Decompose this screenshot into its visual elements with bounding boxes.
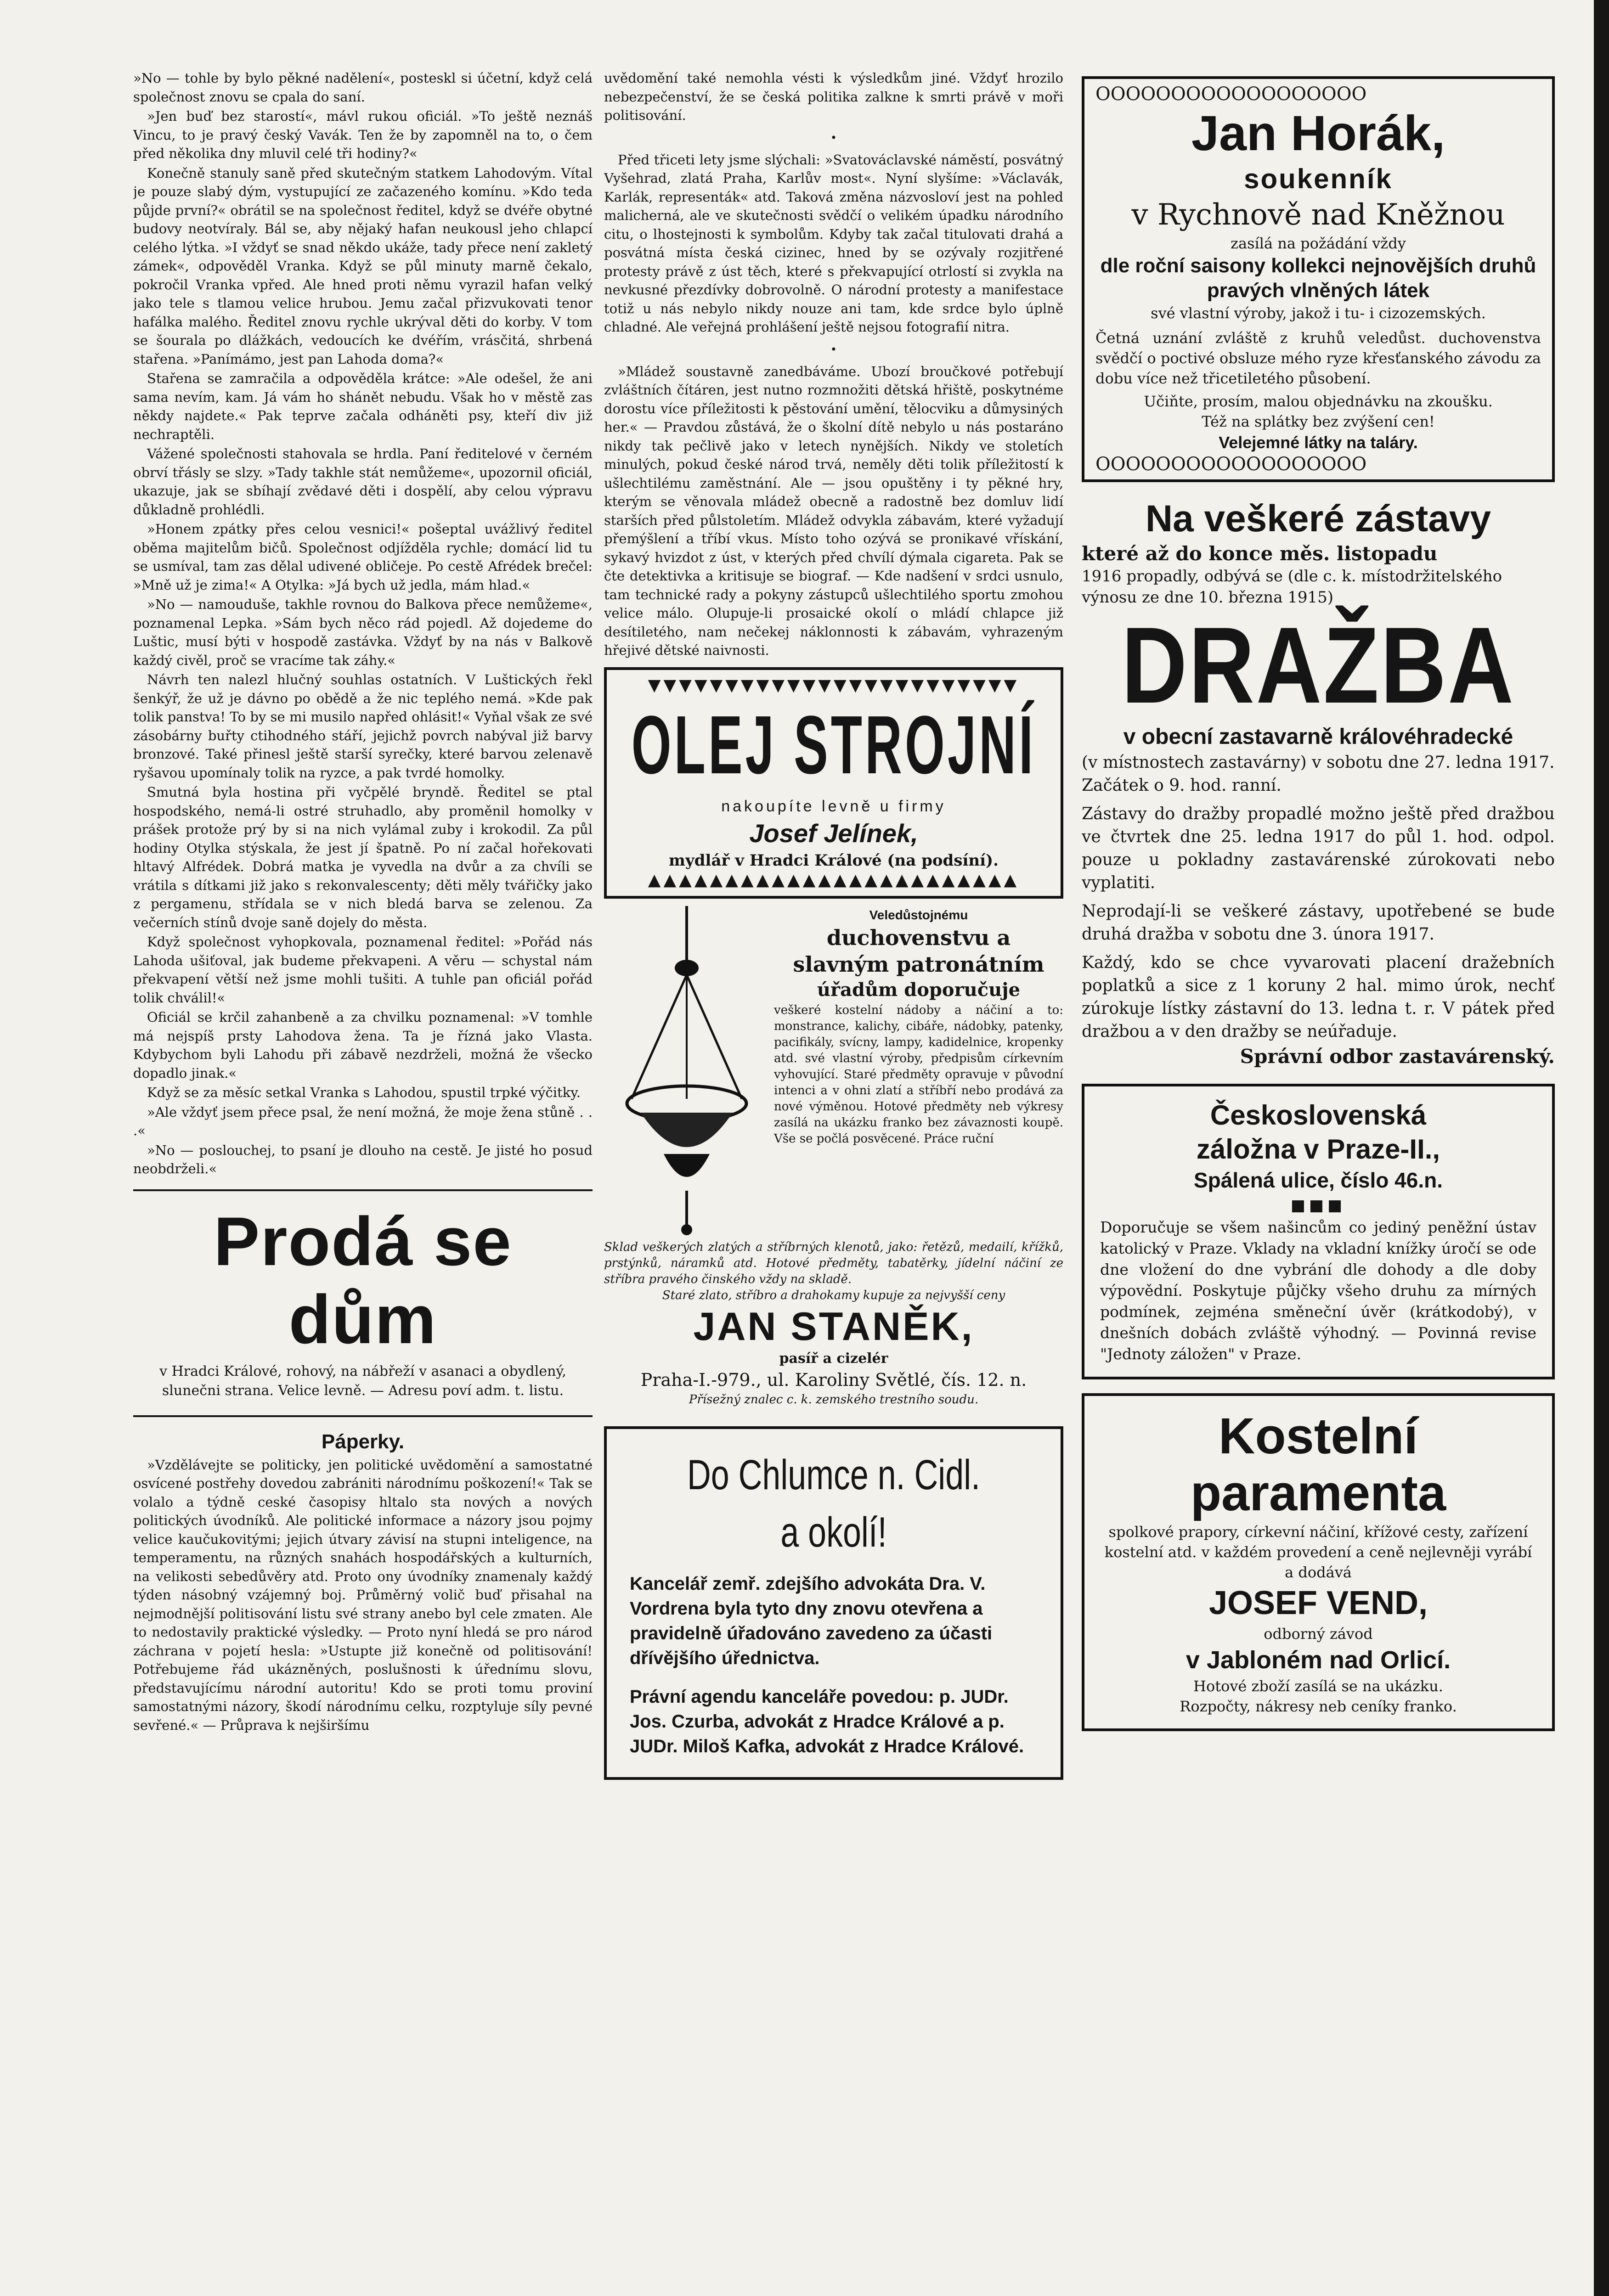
ad-horak-line3: své vlastní výroby, jakož i tu- i cizozemských.	[1151, 304, 1486, 322]
ad-horak-name: Jan Horák,	[1191, 105, 1445, 161]
story-paragraph: Stařena se zamračila a odpověděla krátce: »Ale odešel, že ani sama nevím, kam. Já vám ho shánět nebudu. Však ho v městě zas někdy najdete.« Pak teprve začala odháněti psy, kteří div již nechraptěli.	[133, 371, 593, 442]
story-paragraph: Když společnost vyhopkovala, poznamenal ředitel: »Pořád nás Lahoda ušiťoval, jak budeme překvapeni. A věru — schystal nám překvapení větší než jsme mohli tušiti. A tuhle pan oficiál pořád tolik chválil!«	[133, 934, 593, 1006]
divider	[133, 1189, 593, 1191]
story-paragraph: Návrh ten nalezl hlučný souhlas ostatních. V Luštických řekl šenkýř, že už je dávno po obědě a že nic teplého nemá. »Kde pak tolik panstva! To by se mi musilo napřed ohlásit!« Vyňal však ze své zásobárny buřty ctihodného stáří, jejichž povrch nabýval již barvy bronzové. Také přinesl ještě starší syrečky, které barvou zelenavě ryšavou upomínaly tolik na ryzce, a pak tvrdé homolky.	[133, 672, 593, 781]
paperky-section	[133, 1428, 593, 1735]
ad-drazba-line3: v obecní zastavarně královéhradecké	[1123, 725, 1513, 749]
ad-vend-name: JOSEF VEND,	[1208, 1585, 1428, 1621]
ad-horak-line2: dle roční saisony kollekci nejnovějších druhů pravých vlněných látek	[1100, 254, 1536, 302]
ad-drazba-line7: Každý, kdo se chce vyvarovati placení dražebních poplatků a sice z 1 koruny 2 hal. mimo úrok, nechť zúrokuje lístky zástavní do 13. ledna t. r. V pátek před dražbou a v den dražby se neúřaduje.	[1082, 953, 1555, 1041]
ad-chlumec-body2: Právní agendu kanceláře povedou: p. JUDr. Jos. Czurba, advokát z Hradce Králové a p. JUDr. Miloš Kafka, advokát z Hradce Králové.	[630, 1686, 1024, 1756]
ad-stanek-trade: pasíř a cizelér	[779, 1350, 888, 1367]
middle-paragraph-youth: »Mládež soustavně zanedbáváme. Ubozí broučkové potřebují zvláštních čítáren, jest nutno rozmnožiti dětská hřiště, poskytnéme dorostu více příležitosti k pěstování umění, tělocviku a důmysiných her.« — Pravdou zůstává, že o školní dítě nebylo u nás postaráno nikdy tak pečlivě jako v letech nynějších. Nikdy ve stoletích minulých, pokud české národ trvá, neměly děti tolik příležitostí k ušlechtilému zaměstnání. Ale — jsou opuštěny i ty pěkné hry, kterým se věnovala mládež obecně a radostně bez domluv lidí starších před půlstoletím. Mládež odvykla zábavám, které vyžadují přemýšlení a tříbí vkus. Místo toho ozývá se pronikavé vřískání, sykavý hvizdot z úst, v kterých před chvílí dýmala cigareta. Pak se čte detektivka a kritisuje se biograf. — Kde nadšení v srdci usnulo, tam technické rady a pokyny zástupců ušlechtilého sportu zmohou velice málo. Olupuje-li prosaické okolí o mládí chlapce již desítiletého, nam nečekej náklonnosti k zábavám, vyhrazeným hřejivé dětské naivnosti.	[604, 363, 1063, 658]
ad-horak-line6: Též na splátky bez zvýšení cen!	[1202, 413, 1435, 430]
ad-house-sale	[133, 1202, 593, 1404]
ad-drazba-signature: Správní odbor zastavárenský.	[1240, 1045, 1555, 1068]
column-middle	[604, 69, 1063, 1787]
ad-house-body: v Hradci Králové, rohový, na nábřeží v asanaci a obydlený, slunečni strana. Velice levně. — Adresu poví adm. t. listu.	[159, 1363, 566, 1399]
ad-drazba-headline: Na veškeré zástavy	[1145, 498, 1491, 540]
ad-drazba-line2: 1916 propadly, odbývá se (dle c. k. místodržitelského výnosu ze dne 10. března 1915)	[1082, 567, 1502, 607]
story-paragraph: »Jen buď bez starostí«, mávl rukou oficiál. »To ještě neznáš Vincu, to je pravý český Vavák. Ten že by zapomněl na to, o čem před několika dny mluvil celé tři hodiny?«	[133, 108, 593, 161]
story-text	[133, 69, 593, 1178]
story-paragraph: Když se za měsíc setkal Vranka s Lahodou, spustil trpké výčitky.	[147, 1085, 581, 1100]
story-paragraph: Vážené společnosti stahovala se hrdla. Paní ředitelové v černém obrví třásly se slzy. »Tady takhle stát nemůžeme«, upozornil oficiál, ukazuje, jak se sbíhají zvědavé děti i dospělí, aby celou výpravu důkladně prohlédli.	[133, 446, 593, 518]
ad-chlumec-body: Kancelář zemř. zdejšího advokáta Dra. V. Vordrena byla tyto dny znovu otevřena a pravidelně úřadováno zavedeno za účasti dřívějšího úřednictva.	[630, 1573, 993, 1668]
ad-stanek-body: veškeré kostelní nádoby a náčiní a to: monstrance, kalichy, cibáře, nádobky, patenky, pacifikály, svícny, lampy, kadidelnice, kropenky atd. své vlastní výroby, předpisům církevním vyhovující. Staré předměty opravuje v původní intenci a v ohni zlatí a stříbří nebo prodává za nové výměnou. Hotové předměty neb výkresy zasílá na ukázku franko bez závaznosti koupě. Vše se počlá posvěcené. Práce ruční	[774, 1003, 1063, 1146]
ad-horak-border-top: OOOOOOOOOOOOOOOOOO	[1095, 84, 1367, 105]
ad-stanek-body2: Sklad veškerých zlatých a stříbrných klenotů, jako: řetězů, medailí, křížků, prstýnků, náramků atd. Hotové předměty, tabatěrky, jídelní náčiní ze stříbra pravého činského vždy na skladě.	[604, 1240, 1063, 1286]
ad-chlumec-headline2: a okolí!	[780, 1508, 887, 1556]
paperky-body: »Vzdělávejte se politicky, jen politické uvědomění a samostatné osvícené postřehy dovedou zabrániti národnímu poškození!« Tak se volalo a týdně ceské časopisy hltalo sta nových a nových politických úvodníků. Ale politické informace a názory jsou pojmy velice kaučukovitými; jejich útvary závisí na stupni inteligence, na temperamentu, na různých snahách hospodářských a kulturních, na velikosti sebedůvěry atd. Proto ony úvodníky znamenaly každý týden násobný vzájemný boj. Průměrný volič buď přisahal na nejmodnější politisování listu své strany anebo byl cele zmaten. Ale to nedostavily praktické výsledky. — Proto nyní hledá se pro národ záchrana v pojetí hesla: »Ustupte již konečně od politisování! Potřebujeme řád ukázněných, poslušnosti k úřednímu slovu, představujícímu národní autoritu! Kdo se proti tomu proviní samostatnými názory, škodí národnímu celku, rozptyluje síly pevné sevřené.« — Průprava k nejširšímu	[133, 1457, 593, 1733]
ad-stanek-line4: úřadům doporučuje	[817, 979, 1021, 1001]
story-paragraph: Oficiál se krčil zahanbeně a za chvilku poznamenal: »V tomhle má nejspíš prsty Lahodova žena. Ta je řízná jako Vlasta. Kdybychom byli Lahodu při zábavě nezdrželi, možná že všecko dopadlo jinak.«	[133, 1009, 593, 1081]
ad-drazba-big: DRAŽBA	[1121, 605, 1515, 726]
column-right	[1082, 69, 1555, 1739]
ad-chlumec	[604, 1426, 1063, 1780]
ad-horak-border-bottom: OOOOOOOOOOOOOOOOOO	[1095, 454, 1367, 475]
ad-horak-line7: Velejemné látky na taláry.	[1219, 433, 1418, 452]
ad-olej-line2: mydlář v Hradci Králové (na podsíní).	[669, 851, 999, 870]
ad-vend-city: v Jabloném nad Orlicí.	[1186, 1646, 1451, 1674]
ad-stanek-note: Přísežný znalec c. k. zemského trestního soudu.	[689, 1392, 979, 1407]
ad-drazba	[1082, 496, 1555, 1070]
ad-zalozna-mark: ■■■	[1290, 1196, 1346, 1215]
story-paragraph: »No — poslouchej, to psaní je dlouho na cestě. Je jisté ho posud neobdrželi.«	[133, 1142, 593, 1176]
story-paragraph: Konečně stanuly saně před skutečným statkem Lahodovým. Vítal je pouze slabý dým, vystupující ze začazeného komínu. »Kdo teda půjde první?« obrátil se na společnost ředitel, když se dvéře obytné budovy neotvíraly. Bál se, aby nějaký hafan neukousl jeho chlapcí celého lýtka. »I vždyť se snad někdo ukáže, tady přece není zakletý zámek«, odpověděl Vranka. Když se půl minuty marně čekalo, pokročil Vranka vpřed. Ale hned proti němu vyrazil hafan velký jako tele s tlamou velice hrubou. Jemu začal přizvukovati tenor hafálka malého. Ředitel znovu rychle ukrýval děti do korby. V tom se šourala po dlážkách, vedoucích ke dvéřím, vrásčitá, shrbená stařena. »Panímámo, jest pan Lahoda doma?«	[133, 165, 593, 367]
ad-stanek	[604, 906, 1063, 1408]
middle-paragraph-names: Před třiceti lety jsme slýchali: »Svatováclavské náměstí, posvátný Vyšehrad, zlatá Praha, Karlův most«. Nyní slyšíme: »Václavák, Karlák, representák« atd. Taková změna názvosloví jest na pohled malicherná, ale ve skutečnosti svědčí o velikém úpadku národního citu, o lhostejnosti k symbolům. Kdyby tak začal titulovati drahá a posvátná místa česká cizinec, hned by se ozývaly rozjitřené protesty právě z úst těch, které s překvapující otrlostí si zvykla na nevkusné přezdívky dobrovolně. O národní protesty a manifestace totiž u nás nebylo nikdy nouze ani tam, kde srdce bylo úplně chladné. Ale veřejná prohlášení ještě nejsou fotografií nitra.	[604, 152, 1063, 335]
ad-drazba-line1: které až do konce měs. listopadu	[1082, 542, 1438, 565]
ad-horak-line5: Učiňte, prosím, malou objednávku na zkoušku.	[1144, 393, 1493, 410]
divider	[133, 1415, 593, 1417]
ad-olej	[604, 667, 1063, 899]
ad-zalozna	[1082, 1084, 1555, 1379]
ad-vend-h1: Kostelní	[1219, 1408, 1418, 1464]
story-paragraph: »Ale vždyť jsem přece psal, že není možná, že moje žena stůně . . .«	[133, 1104, 593, 1138]
ad-drazba-line4: (v místnostech zastavárny) v sobotu dne 27. ledna 1917. Začátek o 9. hod. ranní.	[1082, 753, 1555, 795]
ad-stanek-name: JAN STANĚK,	[693, 1304, 974, 1349]
ad-olej-headline: OLEJ STROJNÍ	[631, 698, 1036, 791]
middle-intro: uvědomění také nemohla vésti k výsledkům jiné. Vždyť hrozilo nebezpečenství, že se česká politika zalkne k smrti právě v moři politisování.	[604, 70, 1063, 123]
ad-vend-line2: odborný závod	[1264, 1625, 1373, 1643]
ad-olej-triangles-top: ▼▼▼▼▼▼▼▼▼▼▼▼▼▼▼▼▼▼▼▼▼▼▼▼	[648, 675, 1020, 695]
ad-horak-line4: Četná uznání zvláště z kruhů veledůst. duchovenstva svědčí o poctivé obsluze mého ryze křesťanského závodu za dobu více než třicetiletého působení.	[1095, 329, 1541, 387]
ad-stanek-body3: Staré zlato, stříbro a drahokamy kupuje za nejvyšší ceny	[662, 1288, 1005, 1302]
story-paragraph: Smutná byla hostina při vyčpělé bryndě. Ředitel se ptal hospodského, nemá-li ostré struhadlo, aby proměnil homolky v prášek protože prý by si na nich vylámal zuby i krokodil. Za půl hodiny Otylka stýskala, že jest jí špatně. Po ní začal hořekovati hltavý Alfrédek. Dobrá matka je vyvedla na dvůr a za chvíli se vrátila s dítkami již jako s rekonvalescenty; děti měly tvářičky jako z pergamenu, střídala se v nich bledá barva se zelenou. Za večerních stínů dvoje saně dojely do města.	[133, 784, 593, 930]
ad-horak-trade: soukenník	[1244, 163, 1393, 194]
ad-stanek-line3: slavným patronátním	[793, 951, 1044, 977]
ad-stanek-line2: duchovenstvu a	[826, 925, 1011, 950]
ad-drazba-line6: Neprodají-li se veškeré zástavy, upotřebené se bude druhá dražba v sobotu dne 3. února 1917.	[1082, 902, 1555, 944]
ad-olej-name: Josef Jelínek,	[749, 818, 918, 848]
ad-stanek-address: Praha-I.-979., ul. Karoliny Světlé, čís. 12. n.	[640, 1369, 1027, 1390]
ad-olej-line1: nakoupíte levně u firmy	[721, 797, 946, 815]
ad-chlumec-headline1: Do Chlumce n. Cidl.	[687, 1451, 981, 1498]
ad-vend-h2: paramenta	[1190, 1465, 1446, 1521]
ad-olej-triangles-bottom: ▲▲▲▲▲▲▲▲▲▲▲▲▲▲▲▲▲▲▲▲▲▲▲▲	[648, 870, 1020, 889]
ad-vend	[1082, 1393, 1555, 1731]
story-paragraph: »No — namouduše, takhle rovnou do Balkova přece nemůžeme«, poznamenal Lepka. »Sám bych něco rád pojedl. Až dojedeme do Luštic, musí býti v hospodě zastávka. Vždyť by na nás v Balkově každý civěl, proč se vracíme tak záhy.«	[133, 597, 593, 668]
paperky-title: Páperky.	[321, 1430, 405, 1453]
ad-horak	[1082, 76, 1555, 482]
ad-horak-line1: zasílá na požádání vždy	[1231, 235, 1406, 252]
ad-vend-line3: Hotové zboží zasílá se na ukázku.	[1193, 1677, 1443, 1695]
section-separator: •	[830, 343, 837, 356]
section-separator: •	[830, 131, 837, 144]
ad-horak-city: v Rychnově nad Kněžnou	[1131, 198, 1505, 232]
ad-zalozna-body: Doporučuje se všem našincům co jediný peněžní ústav katolický v Praze. Vklady na vkladní knížky úročí se ode dne vložení do dne vybrání dle dohody a dle doby výpovědní. Poskytuje půjčky všeho druhu za mírných podmínek, zejména směneční úvěr (krátkodobý), v dnešních dobách zvláště výhodný. — Povinná revise "Jednoty záložen" v Praze.	[1100, 1218, 1536, 1363]
ad-drazba-line5: Zástavy do dražby propadlé možno ještě před dražbou ve čtvrtek dne 25. ledna 1917 do půl 1. hod. odpol. pouze u pokladny zastavárenské zúrokovati nebo vyplatiti.	[1082, 805, 1555, 892]
chandelier-illustration	[604, 906, 769, 1237]
story-paragraph: »Honem zpátky přes celou vesnici!« pošeptal uvážlivý ředitel oběma majitelům bičů. Společnost odjížděla rychle; domácí lid tu se usmíval, tam zas dělal udivené obličeje. Po cestě Afrédek brečel: »Mně už je zima!« A Otylka: »Já bych už jedla, mám hlad.«	[133, 521, 593, 593]
ad-vend-line1: spolkové prapory, církevní náčiní, křížové cesty, zařízení kostelní atd. v každém provedení a ceně nejlevněji vyrábí a dodává	[1104, 1523, 1532, 1581]
ad-stanek-line1: Veledůstojnému	[869, 907, 968, 922]
ad-house-headline: Prodá se dům	[214, 1202, 512, 1358]
column-left	[133, 69, 593, 1735]
story-paragraph: »No — tohle by bylo pěkné nadělení«, posteskl si účetní, když celá společnost znovu se cpala do saní.	[133, 70, 593, 105]
ad-zalozna-h3: Spálená ulice, číslo 46.n.	[1193, 1168, 1443, 1192]
ad-zalozna-h1: Československá	[1210, 1100, 1427, 1131]
ad-vend-line4: Rozpočty, nákresy neb ceníky franko.	[1180, 1698, 1457, 1715]
ad-zalozna-h2: záložna v Praze-II.,	[1196, 1134, 1440, 1165]
